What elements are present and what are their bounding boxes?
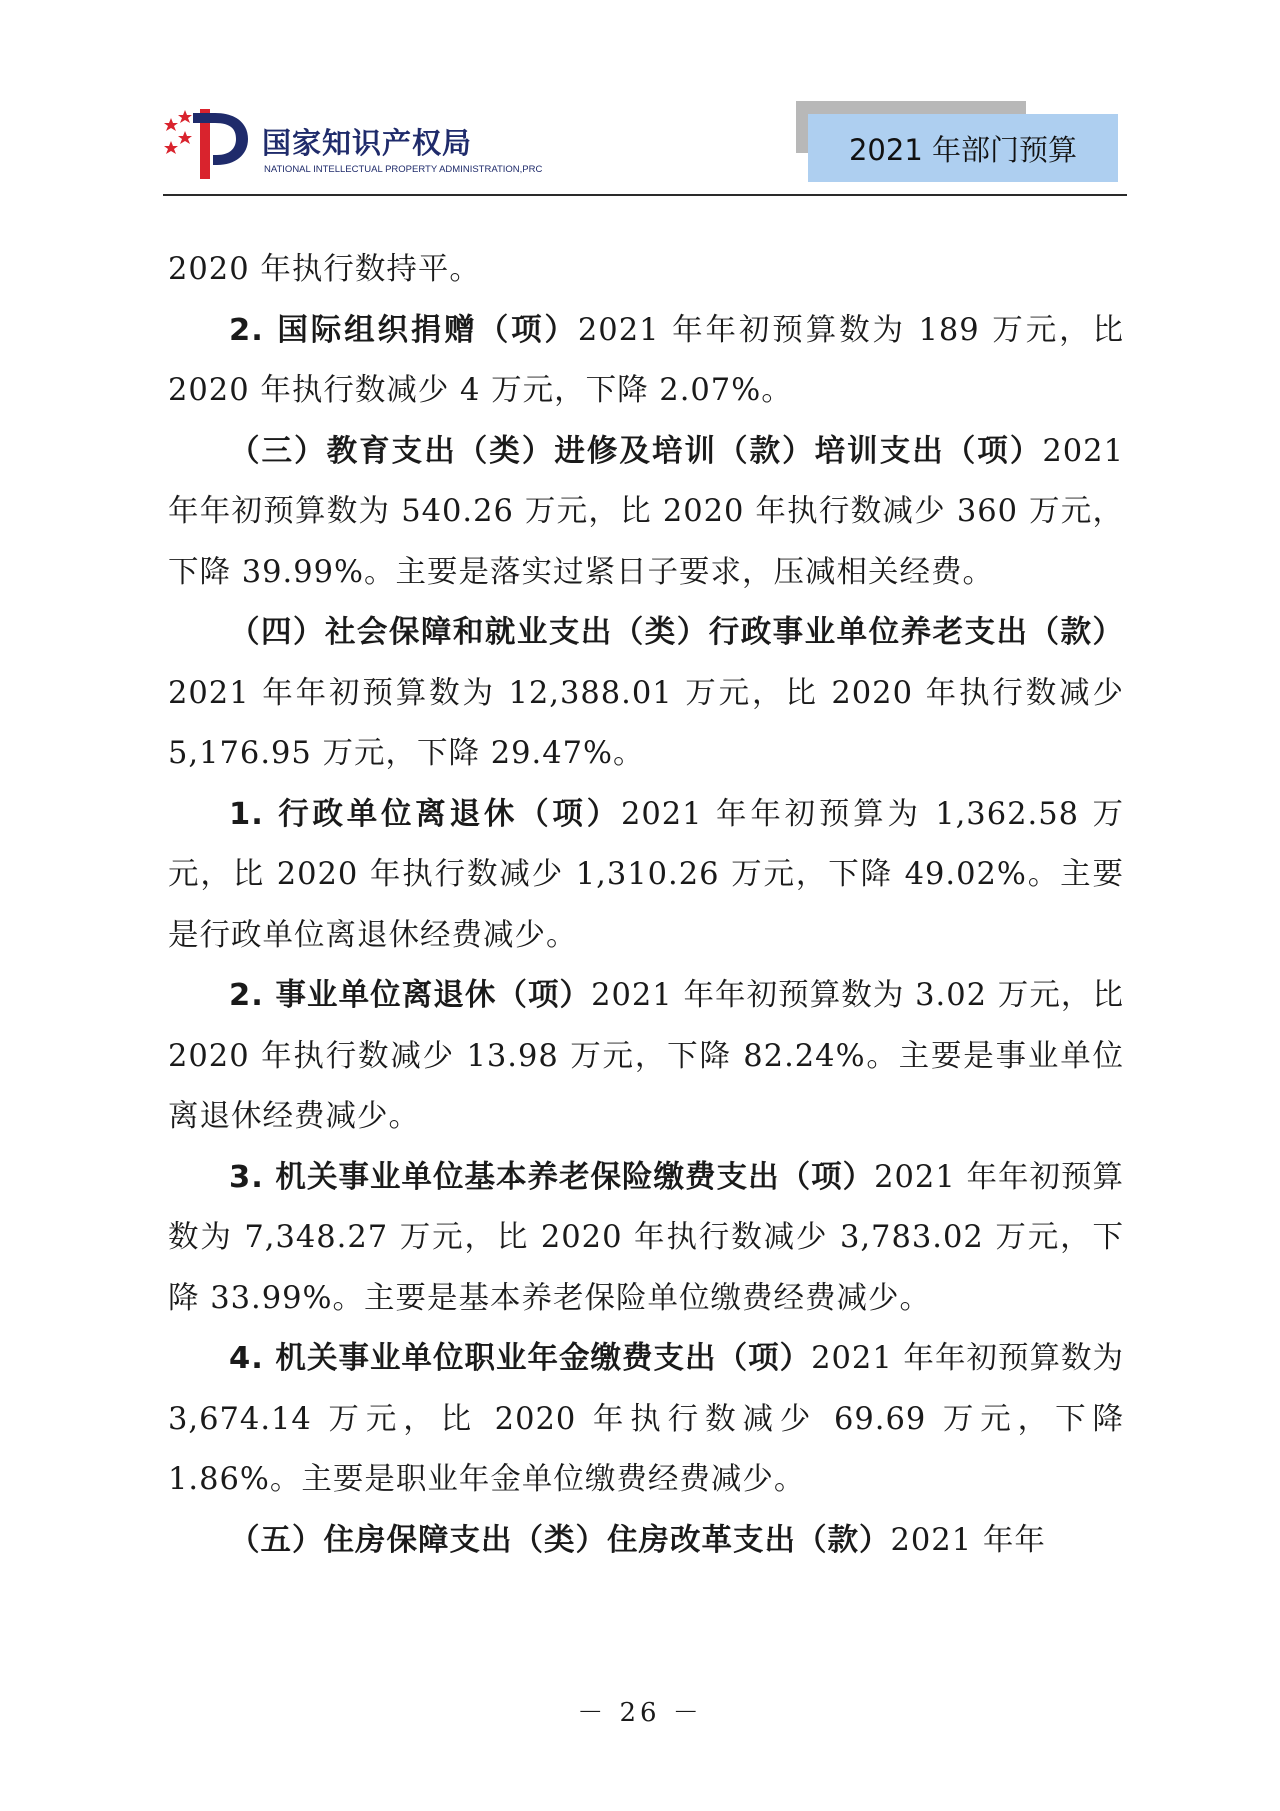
paragraph-1 xyxy=(168,240,1124,301)
paragraph-heading: 2. 国际组织捐赠（项） xyxy=(229,312,578,348)
paragraph-8 xyxy=(168,1329,1124,1511)
paragraph-heading: （五）住房保障支出（类）住房改革支出（款） xyxy=(229,1522,891,1558)
paragraph-3 xyxy=(168,422,1124,604)
paragraph-4 xyxy=(168,603,1124,785)
paragraph-heading: 4. 机关事业单位职业年金缴费支出（项） xyxy=(229,1341,812,1376)
header-divider xyxy=(163,194,1127,196)
document-body xyxy=(168,240,1124,1571)
paragraph-text: 2021 年年初预算数为 7,348.27 万元，比 2020 年执行数减少 3,783.02 万元，下降 33.99%。主要是基本养老保险单位缴费经费减少。 xyxy=(168,1159,1124,1316)
budget-year-label: 2021 年部门预算 xyxy=(848,132,1078,167)
budget-year-tag xyxy=(808,114,1118,182)
paragraph-text: 2020 年执行数持平。 xyxy=(168,252,481,287)
paragraph-heading: 1. 行政单位离退休（项） xyxy=(229,796,621,832)
logo-chinese-name: 国家知识产权局 xyxy=(262,126,473,160)
paragraph-heading: （三）教育支出（类）进修及培训（款）培训支出（项） xyxy=(229,433,1043,469)
paragraph-text: 2021 年年初预算为 1,362.58 万元，比 2020 年执行数减少 1,310.26 万元，下降 49.02%。主要是行政单位离退休经费减少。 xyxy=(168,796,1124,953)
paragraph-2 xyxy=(168,301,1124,422)
paragraph-text: 2021 年年初预算数为 540.26 万元，比 2020 年执行数减少 360 万元，下降 39.99%。主要是落实过紧日子要求，压减相关经费。 xyxy=(168,433,1124,590)
paragraph-heading: 2. 事业单位离退休（项） xyxy=(229,978,592,1013)
paragraph-9 xyxy=(168,1511,1124,1572)
paragraph-text: 2021 年年初预算数为 189 万元，比 2020 年执行数减少 4 万元，下降 2.07%。 xyxy=(168,312,1124,408)
page-header xyxy=(0,0,1280,200)
cnipa-logo-icon xyxy=(163,105,253,181)
paragraph-heading: （四）社会保障和就业支出（类）行政事业单位养老支出（款） xyxy=(229,615,1124,650)
paragraph-text: 2021 年年初预算数为 3,674.14 万元，比 2020 年执行数减少 69.69 万元，下降 1.86%。主要是职业年金单位缴费经费减少。 xyxy=(168,1341,1124,1497)
paragraph-heading: 3. 机关事业单位基本养老保险缴费支出（项） xyxy=(229,1159,875,1195)
paragraph-5 xyxy=(168,785,1124,967)
paragraph-text: 2021 年年初预算数为 12,388.01 万元，比 2020 年执行数减少 5,176.95 万元，下降 29.47%。 xyxy=(168,675,1124,771)
paragraph-6 xyxy=(168,966,1124,1148)
paragraph-7 xyxy=(168,1148,1124,1330)
page-number: － 26 － xyxy=(577,1698,703,1728)
logo-english-name: NATIONAL INTELLECTUAL PROPERTY ADMINISTRATION,PRC xyxy=(264,164,543,175)
paragraph-text: 2021 年年 xyxy=(890,1522,1046,1558)
paragraph-text: 2021 年年初预算数为 3.02 万元，比 2020 年执行数减少 13.98 万元，下降 82.24%。主要是事业单位离退休经费减少。 xyxy=(168,978,1124,1134)
